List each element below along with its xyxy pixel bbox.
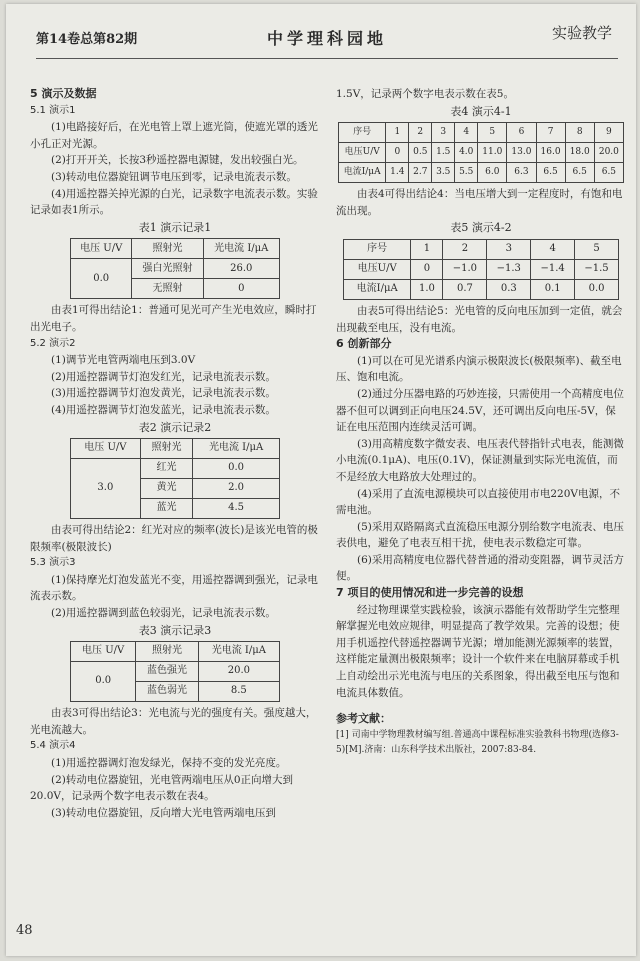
table-cell: 5 <box>478 123 507 143</box>
references-title: 参考文献： <box>336 712 391 726</box>
conclusion-1: 由表1可得出结论1：普通可见光可产生光电效应，瞬时打出光电子。 <box>30 304 317 333</box>
table-cell: 5 <box>575 239 619 259</box>
table-cell: 2.7 <box>409 163 432 183</box>
paragraph: (2)打开开关，长按3秒遥控器电源键，发出较强白光。 <box>51 154 304 167</box>
table-cell: 0.0 <box>71 259 132 299</box>
paragraph: (3)用遥控器调节灯泡发黄光，记录电流表示数。 <box>51 387 276 400</box>
table-2-caption: 表2 演示记录2 <box>138 420 212 434</box>
table-cell: 0.5 <box>409 143 432 163</box>
paragraph: (2)通过分压器电路的巧妙连接，只需使用一个高精度电位器不但可以调到正向电压24.5V，还可调出反向电压-5V，保证在电压范围内连续灵活可调。 <box>336 387 624 434</box>
section-5-title: 5 演示及数据 <box>30 87 97 100</box>
table-cell: 黄光 <box>140 479 192 499</box>
table-cell: 强白光照射 <box>132 259 203 279</box>
table-cell: 序号 <box>344 239 411 259</box>
table-cell: 0.7 <box>443 279 487 299</box>
paragraph: (1)用遥控器调灯泡发绿光，保持不变的发光亮度。 <box>51 757 287 770</box>
table-cell: 0 <box>386 143 409 163</box>
table-cell: 蓝光 <box>140 499 192 519</box>
table-cell: 1.4 <box>386 163 409 183</box>
conclusion-2: 由表可得出结论2：红光对应的频率(波长)是该光电管的极限频率(极限波长) <box>30 524 318 553</box>
table-cell: 3.0 <box>71 459 141 519</box>
paragraph: (1)调节光电管两端电压到3.0V <box>51 354 196 367</box>
table-cell: 电压U/V <box>339 143 386 163</box>
paragraph: (3)用高精度数字微安表、电压表代替指针式电表，能测微小电流(0.1μA)、电压(0.1V)，保证测量到实际光电流值，而不是经放大电路放大处理过的。 <box>336 437 624 483</box>
section-label: 实验教学 <box>551 24 612 42</box>
table-cell: 26.0 <box>203 259 279 279</box>
table-1-caption: 表1 演示记录1 <box>138 220 212 234</box>
journal-title: 中学理科园地 <box>266 29 387 48</box>
table-cell: 光电流 I/μA <box>203 239 279 259</box>
table-cell: 0.3 <box>487 279 531 299</box>
table-cell: 18.0 <box>565 143 594 163</box>
table-cell: 6 <box>507 123 536 143</box>
table-cell: 电压U/V <box>344 259 411 279</box>
table-cell: 照射光 <box>140 439 192 459</box>
table-cell: 照射光 <box>132 239 203 259</box>
sub-5-2: 5.2 演示2 <box>30 337 76 349</box>
table-cell: 2 <box>409 123 432 143</box>
table-cell: 0.1 <box>531 279 575 299</box>
table-cell: 9 <box>594 123 623 143</box>
paragraph: (4)用遥控器关掉光源的白光，记录数字电流表示数。实验记录如表1所示。 <box>30 187 318 217</box>
table-cell: 13.0 <box>507 143 536 163</box>
table-cell: 电流I/μA <box>339 163 386 183</box>
sub-5-1: 5.1 演示1 <box>30 104 76 116</box>
paragraph: (4)采用了直流电源模块可以直接使用市电220V电源，不需电池。 <box>336 487 620 517</box>
reference-item: [1] 司南中学物理教材编写组.普通高中课程标准实验教科书物理(选修3-5)[M].济南：山东科学技术出版社，2007:83-84. <box>336 729 619 755</box>
table-cell: 红光 <box>140 459 192 479</box>
table-cell: 5.5 <box>455 163 478 183</box>
table-cell: 蓝色强光 <box>136 662 198 682</box>
table-cell: 0 <box>203 279 279 299</box>
header-rule <box>36 58 618 59</box>
table-cell: 2 <box>443 239 487 259</box>
table-cell: 1.5 <box>432 143 455 163</box>
table-cell: 6.5 <box>565 163 594 183</box>
paragraph: (4)用遥控器调节灯泡发蓝光，记录电流表示数。 <box>51 403 276 416</box>
table-3-caption: 表3 演示记录3 <box>138 623 212 637</box>
paragraph: (6)采用高精度电位器代替普通的滑动变阻器，调节灵活方便。 <box>336 553 624 583</box>
table-cell: 8.5 <box>198 682 279 702</box>
paragraph: (3)转动电位器旋钮调节电压到零，记录电流表示数。 <box>51 170 297 183</box>
table-cell: 0.0 <box>575 279 619 299</box>
table-1 <box>70 238 280 299</box>
paragraph: (3)转动电位器旋钮，反向增大光电管两端电压到 <box>51 806 276 819</box>
table-cell: 0 <box>411 259 443 279</box>
left-column <box>30 86 320 821</box>
table-cell: 20.0 <box>594 143 623 163</box>
table-cell: 0.0 <box>193 459 280 479</box>
conclusion-4: 由表4可得出结论4：当电压增大到一定程度时，有饱和电流出现。 <box>336 188 623 217</box>
table-cell: 4.5 <box>193 499 280 519</box>
sub-5-4: 5.4 演示4 <box>30 740 76 752</box>
table-cell: 照射光 <box>136 642 198 662</box>
table-cell: 2.0 <box>193 479 280 499</box>
table-3 <box>70 641 280 702</box>
table-cell: −1.4 <box>531 259 575 279</box>
paragraph: (2)用遥控器调到蓝色较弱光，记录电流表示数。 <box>51 607 276 620</box>
table-cell: 16.0 <box>536 143 565 163</box>
table-cell: 6.5 <box>536 163 565 183</box>
table-cell: 20.0 <box>198 662 279 682</box>
table-cell: 6.0 <box>478 163 507 183</box>
paragraph: 1.5V，记录两个数字电表示数在表5。 <box>336 88 514 100</box>
paragraph: (2)用遥控器调节灯泡发红光，记录电流表示数。 <box>51 370 276 383</box>
table-cell: 电流I/μA <box>344 279 411 299</box>
table-cell: 3 <box>432 123 455 143</box>
table-cell: −1.3 <box>487 259 531 279</box>
paragraph: (5)采用双路隔离式直流稳压电源分别给数字电流表、电压表供电，避免了电表互相干扰，使电表示数稳定可靠。 <box>336 520 624 550</box>
issue-label: 第14卷总第82期 <box>36 32 138 47</box>
page-header <box>36 22 618 66</box>
table-cell: 3 <box>487 239 531 259</box>
sub-5-3: 5.3 演示3 <box>30 557 76 569</box>
section-7-title: 7 项目的使用情况和进一步完善的设想 <box>336 586 524 600</box>
table-5 <box>343 239 619 300</box>
table-2 <box>70 438 280 519</box>
paragraph: (2)转动电位器旋钮，光电管两端电压从0正向增大到20.0V，记录两个数字电表示数在表4。 <box>30 773 294 803</box>
table-cell: 电压 U/V <box>71 239 132 259</box>
paragraph: (1)电路接好后，在光电管上罩上遮光筒，使遮光罩的透光小孔正对光源。 <box>30 121 318 150</box>
conclusion-5: 由表5可得出结论5：光电管的反向电压加到一定值，就会出现截至电压，没有电流。 <box>336 304 623 334</box>
table-cell: 11.0 <box>478 143 507 163</box>
right-column <box>336 86 626 758</box>
table-5-caption: 表5 演示4-2 <box>450 221 512 235</box>
conclusion-3: 由表3可得出结论3：光电流与光的强度有关。强度越大，光电流越大。 <box>30 707 317 736</box>
table-cell: 电压 U/V <box>71 439 141 459</box>
paragraph: (1)保持摩光灯泡发蓝光不变，用遥控器调到强光，记录电流表示数。 <box>30 573 318 603</box>
table-cell: 序号 <box>339 123 386 143</box>
table-cell: 1 <box>386 123 409 143</box>
table-cell: 8 <box>565 123 594 143</box>
table-cell: 3.5 <box>432 163 455 183</box>
table-cell: −1.5 <box>575 259 619 279</box>
table-cell: 4.0 <box>455 143 478 163</box>
table-4 <box>338 122 624 183</box>
paragraph: 经过物理课堂实践检验，该演示器能有效帮助学生完整理解掌握光电效应规律，明显提高了教学效果。完善的设想；使用手机遥控代替遥控器调节光源；增加能测光源频率的装置，这样能定量测出极限频率；设计一个软件来在电脑屏幕或手机上自动绘出示光电流与电压的关系图象，得出截至电压与饱和电流具体数值。 <box>336 603 620 699</box>
table-cell: 电压 U/V <box>71 642 136 662</box>
table-cell: 光电流 I/μA <box>193 439 280 459</box>
table-cell: −1.0 <box>443 259 487 279</box>
page <box>6 4 636 956</box>
table-cell: 4 <box>531 239 575 259</box>
page-number: 48 <box>16 923 33 938</box>
table-cell: 6.3 <box>507 163 536 183</box>
table-cell: 6.5 <box>594 163 623 183</box>
table-cell: 无照射 <box>132 279 203 299</box>
table-4-caption: 表4 演示4-1 <box>450 104 512 118</box>
table-cell: 4 <box>455 123 478 143</box>
table-cell: 0.0 <box>71 662 136 702</box>
table-cell: 光电流 I/μA <box>198 642 279 662</box>
table-cell: 1.0 <box>411 279 443 299</box>
table-cell: 蓝色弱光 <box>136 682 198 702</box>
table-cell: 1 <box>411 239 443 259</box>
table-cell: 7 <box>536 123 565 143</box>
paragraph: (1)可以在可见光谱系内演示极限波长(极限频率)、截至电压、饱和电流。 <box>336 354 622 384</box>
section-6-title: 6 创新部分 <box>336 337 392 351</box>
